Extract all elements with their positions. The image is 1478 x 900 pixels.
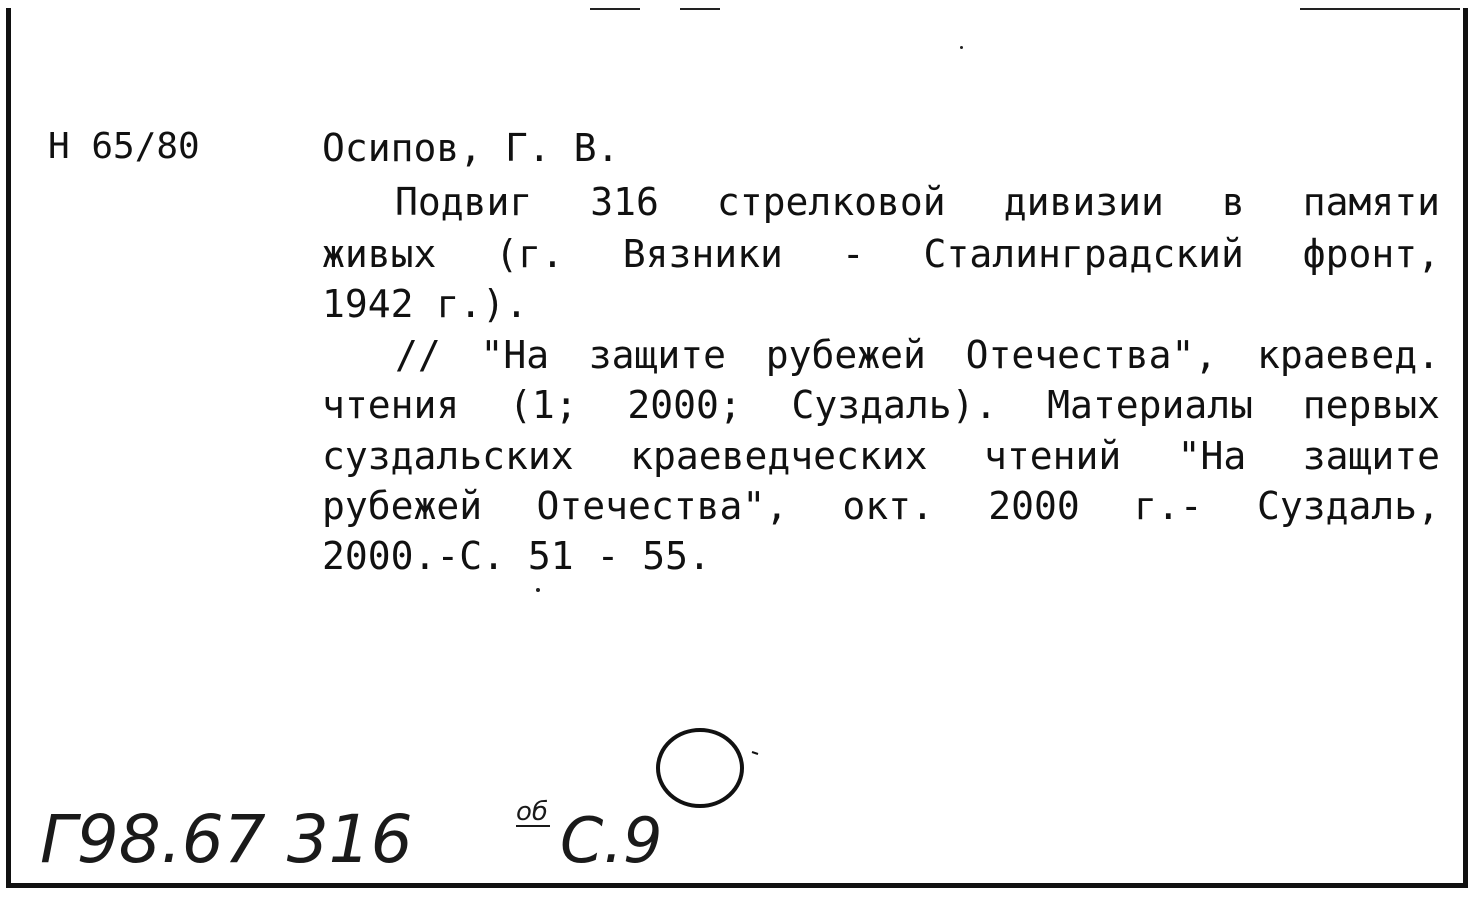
title-line: Подвиг 316 стрелковой дивизии в памяти bbox=[395, 180, 1440, 224]
card-top-edge-mark bbox=[680, 8, 720, 10]
shelf-mark: Н 65/80 bbox=[48, 126, 200, 167]
card-top-edge-mark bbox=[1300, 8, 1460, 10]
speck bbox=[960, 46, 963, 49]
handwritten-classification-code bbox=[40, 790, 740, 890]
source-line: 2000.-С. 51 - 55. bbox=[322, 534, 711, 578]
source-line: чтения (1; 2000; Суздаль). Материалы первых bbox=[322, 383, 1440, 427]
title-line: живых (г. Вязники - Сталинградский фронт, bbox=[322, 232, 1440, 276]
handwritten-code-text: Г98.67 316 bbox=[40, 801, 413, 878]
source-line: // "На защите рубежей Отечества", краевед. bbox=[395, 333, 1440, 377]
author-heading: Осипов, Г. В. bbox=[322, 126, 620, 170]
handwritten-suffix: С.9 bbox=[560, 804, 663, 877]
source-line: рубежей Отечества", окт. 2000 г.- Суздаль, bbox=[322, 484, 1440, 528]
circle-stamp-icon bbox=[648, 724, 768, 824]
speck bbox=[536, 588, 540, 592]
handwritten-superscript: об bbox=[516, 797, 548, 827]
source-line: суздальских краеведческих чтений "На защите bbox=[322, 434, 1440, 478]
card-top-edge-mark bbox=[590, 8, 640, 10]
title-line: 1942 г.). bbox=[322, 282, 528, 326]
